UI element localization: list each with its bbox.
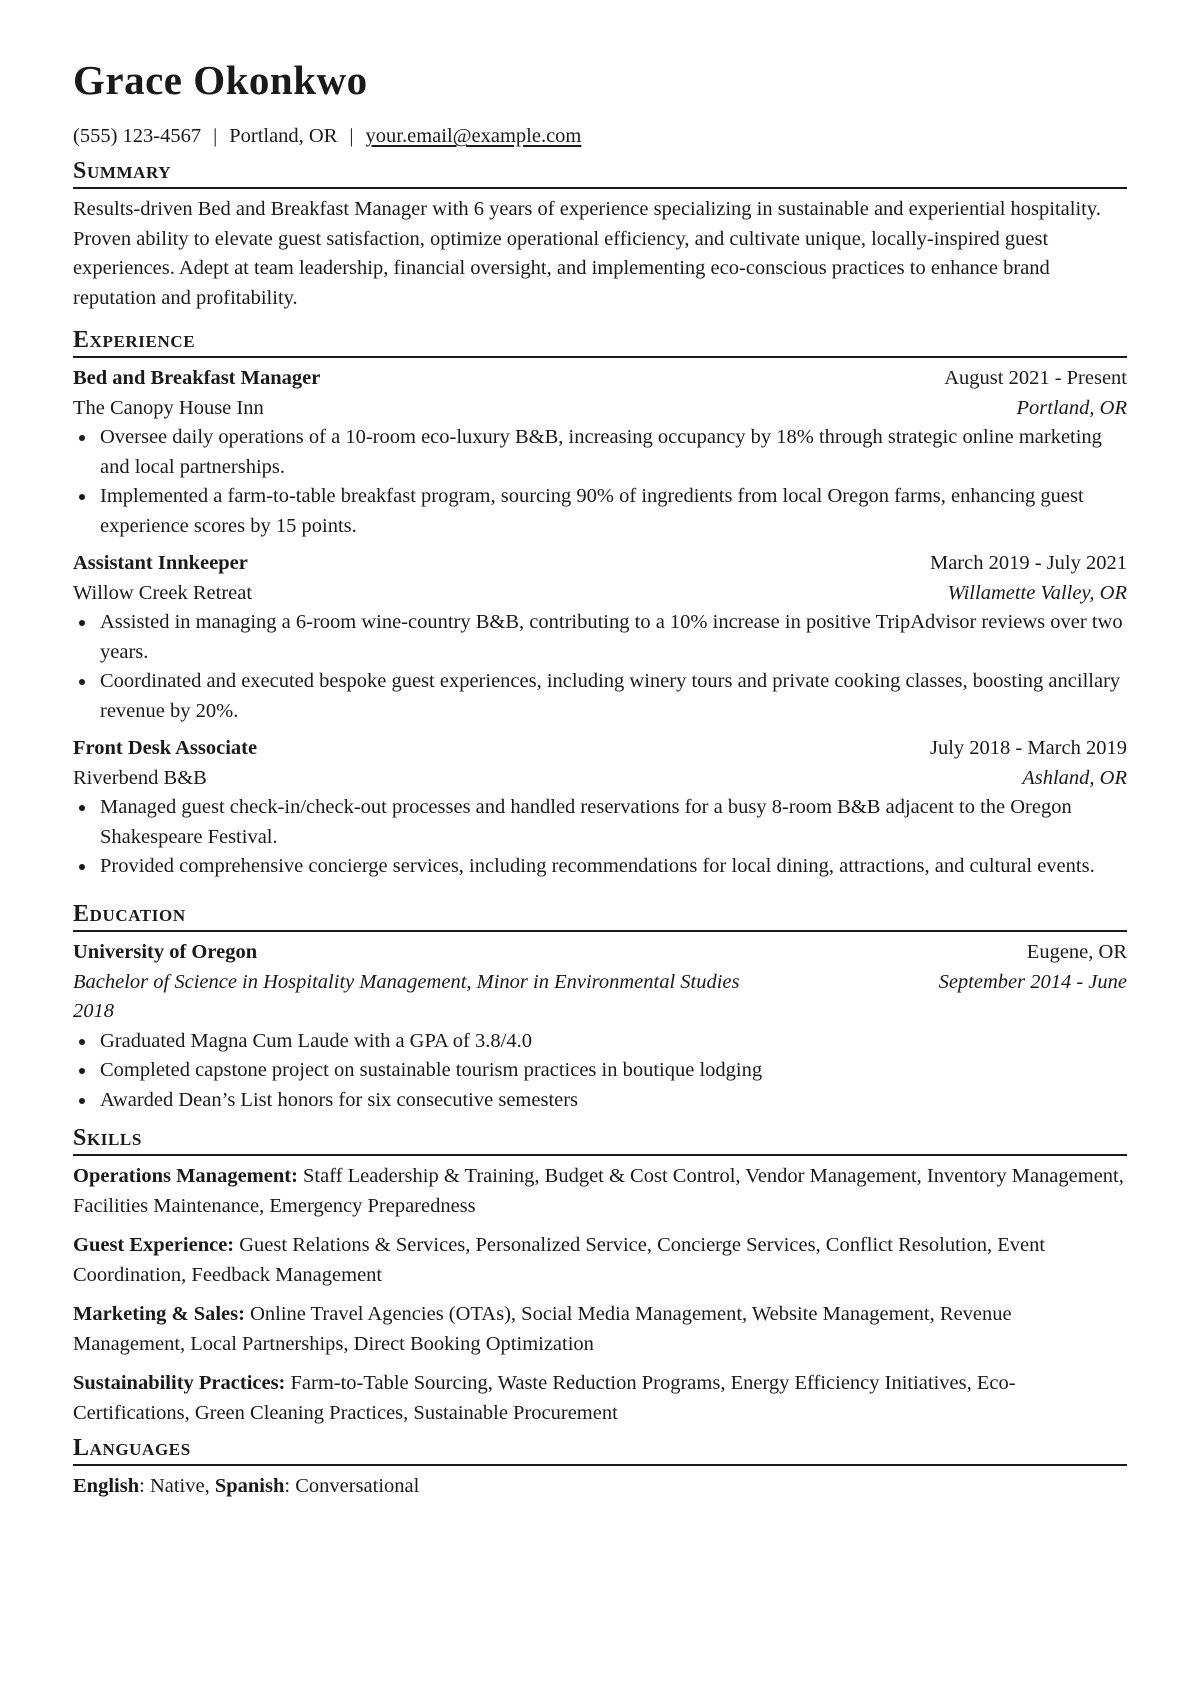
language-name: Spanish xyxy=(214,1475,285,1497)
experience-section xyxy=(73,326,1127,882)
bullet-item: Assisted in managing a 6-room wine-country B&B, contributing to a 10% increase in positive TripAdvisor reviews over two years. xyxy=(73,608,1127,667)
summary-section xyxy=(73,157,1127,313)
section-title-skills: Skills xyxy=(73,1124,1127,1156)
bullet-item: Graduated Magna Cum Laude with a GPA of 3.8/4.0 xyxy=(73,1027,1127,1057)
bullet-item: Coordinated and executed bespoke guest experiences, including winery tours and private cooking classes, boosting ancillary revenue by 20%. xyxy=(73,667,1127,726)
email-link[interactable]: your.email@example.com xyxy=(365,125,582,147)
skill-group-items: Staff Leadership & Training, Budget & Cost Control, Vendor Management, Inventory Management, Facilities Maintenance, Emergency Preparedness xyxy=(73,1165,1124,1217)
education-section xyxy=(73,900,1127,1115)
job-header xyxy=(73,549,1127,579)
job-location: Portland, OR xyxy=(1016,396,1127,419)
degree-text: Bachelor of Science in Hospitality Management, Minor in Environmental Studies xyxy=(73,970,740,993)
bullet-item: Completed capstone project on sustainable tourism practices in boutique lodging xyxy=(73,1056,1127,1086)
education-dates: September 2014 - June xyxy=(938,970,1127,993)
bullet-item: Managed guest check-in/check-out processes and handled reservations for a busy 8-room B&B adjacent to the Oregon Shakespeare Festival. xyxy=(73,793,1127,852)
bullet-item: Implemented a farm-to-table breakfast program, sourcing 90% of ingredients from local Oregon farms, enhancing guest experience scores by 15 points. xyxy=(73,482,1127,541)
skills-section xyxy=(73,1124,1127,1428)
education-entry xyxy=(73,938,1127,1115)
job-bullets xyxy=(73,423,1127,541)
skill-group xyxy=(73,1300,1127,1359)
job-dates: July 2018 - March 2019 xyxy=(929,737,1127,759)
job-bullets xyxy=(73,608,1127,726)
languages-line: English: Native, Spanish: Conversational xyxy=(73,1475,420,1497)
job-header xyxy=(73,734,1127,764)
bullet-item: Awarded Dean’s List honors for six consecutive semesters xyxy=(73,1086,1127,1116)
skill-group-items: Online Travel Agencies (OTAs), Social Media Management, Website Management, Revenue Management, Local Partnerships, Direct Booking Optimization xyxy=(73,1303,1012,1355)
candidate-name: Grace Okonkwo xyxy=(73,57,368,103)
skill-group-label: Marketing & Sales: xyxy=(73,1303,245,1325)
skill-group-items: Guest Relations & Services, Personalized Service, Concierge Services, Conflict Resolution, Event Coordination, Feedback Management xyxy=(73,1234,1046,1286)
education-header xyxy=(73,938,1127,968)
language-level: Native xyxy=(149,1475,205,1497)
bullet-item: Provided comprehensive concierge services, including recommendations for local dining, attractions, and cultural events. xyxy=(73,852,1127,882)
bullet-item: Oversee daily operations of a 10-room eco-luxury B&B, increasing occupancy by 18% through strategic online marketing and local partnerships. xyxy=(73,423,1127,482)
job-role: Bed and Breakfast Manager xyxy=(73,367,321,389)
job-location: Willamette Valley, OR xyxy=(947,581,1127,604)
education-dates-wrap xyxy=(73,997,1127,1027)
job-entry xyxy=(73,549,1127,726)
job-role: Assistant Innkeeper xyxy=(73,552,248,574)
job-entry xyxy=(73,734,1127,882)
job-header xyxy=(73,364,1127,394)
contact-line xyxy=(73,122,581,150)
education-subheader xyxy=(73,968,1127,998)
section-title-summary: Summary xyxy=(73,157,1127,189)
summary-text: Results-driven Bed and Breakfast Manager with 6 years of experience specializing in sustainable and experiential hospitality. Proven ability to elevate guest satisfaction, optimize operational efficiency, and cultivate unique, locally-inspired guest experiences. Adept at team leadership, financial oversight, and implementing eco-conscious practices to enhance brand reputation and profitability. xyxy=(73,198,1101,309)
contact-separator: | xyxy=(349,125,354,147)
location-text: Portland, OR xyxy=(229,125,338,147)
job-subheader xyxy=(73,579,1127,609)
skill-group-label: Operations Management: xyxy=(73,1165,298,1187)
skill-group-label: Sustainability Practices: xyxy=(73,1372,286,1394)
languages-section xyxy=(73,1434,1127,1502)
skill-group xyxy=(73,1231,1127,1290)
contact-separator: | xyxy=(213,125,218,147)
section-title-languages: Languages xyxy=(73,1434,1127,1466)
skill-group-label: Guest Experience: xyxy=(73,1234,235,1256)
phone-number: (555) 123-4567 xyxy=(73,125,202,147)
skill-group-items: Farm-to-Table Sourcing, Waste Reduction Programs, Energy Efficiency Initiatives, Eco-Certifications, Green Cleaning Practices, Sustainable Procurement xyxy=(73,1372,1016,1424)
job-dates: August 2021 - Present xyxy=(944,367,1127,389)
job-location: Ashland, OR xyxy=(1022,766,1127,789)
job-subheader xyxy=(73,764,1127,794)
language-name: English xyxy=(73,1475,140,1497)
skill-group xyxy=(73,1369,1127,1428)
job-entry xyxy=(73,364,1127,541)
section-title-experience: Experience xyxy=(73,326,1127,358)
section-title-education: Education xyxy=(73,900,1127,932)
language-level: Conversational xyxy=(295,1475,420,1497)
school-name: University of Oregon xyxy=(73,941,258,963)
skill-group xyxy=(73,1162,1127,1221)
job-company: The Canopy House Inn xyxy=(73,396,264,419)
job-company: Willow Creek Retreat xyxy=(73,581,253,604)
education-bullets xyxy=(73,1027,1127,1116)
school-location: Eugene, OR xyxy=(1026,941,1127,963)
job-dates: March 2019 - July 2021 xyxy=(929,552,1127,574)
job-company: Riverbend B&B xyxy=(73,766,207,789)
job-bullets xyxy=(73,793,1127,882)
job-subheader xyxy=(73,394,1127,424)
education-dates-year: 2018 xyxy=(73,1000,114,1022)
job-role: Front Desk Associate xyxy=(73,737,258,759)
